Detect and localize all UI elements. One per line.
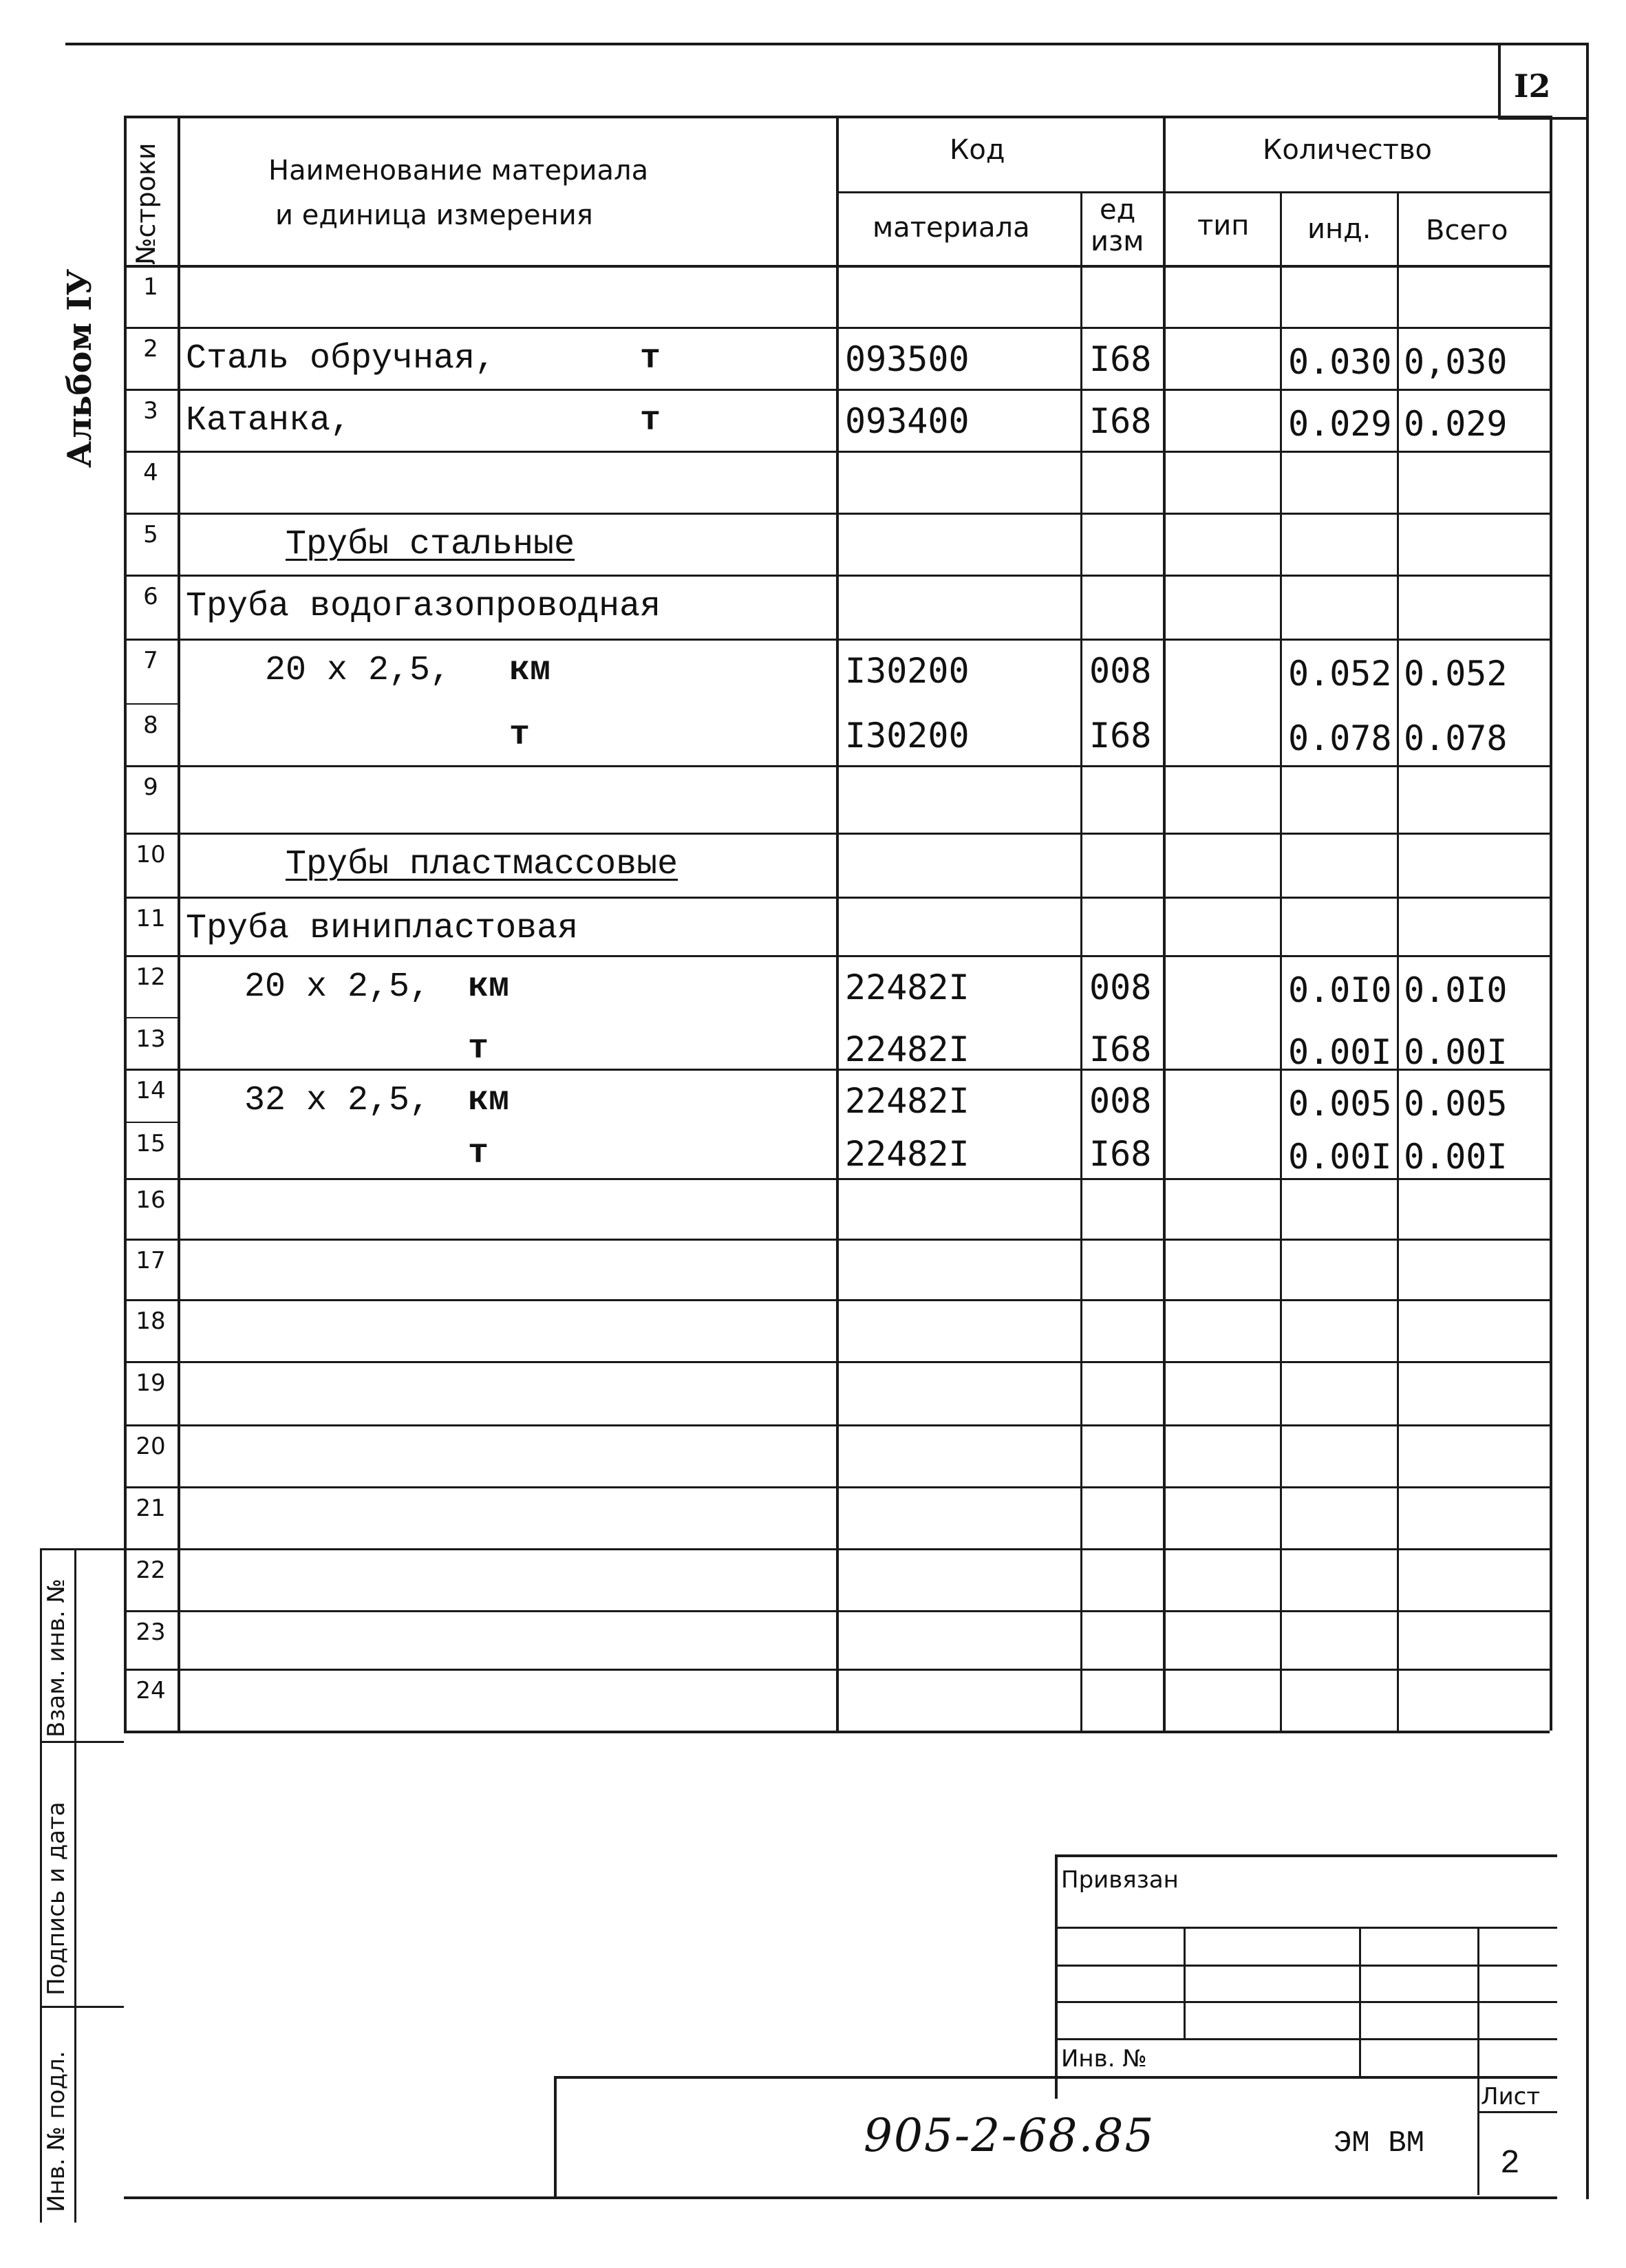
unit-code: I68 — [1089, 716, 1152, 756]
unit-code: 008 — [1089, 651, 1152, 691]
material-code: I30200 — [845, 716, 970, 756]
grid-line — [124, 1178, 1550, 1180]
grid-line — [124, 1239, 1550, 1241]
material-code: 093500 — [845, 339, 970, 379]
unit-of-measure: т — [509, 716, 531, 755]
unit-of-measure: т — [468, 1029, 489, 1069]
material-code: 093400 — [845, 401, 970, 441]
quantity-ind: 0.078 — [1288, 718, 1392, 758]
header-code: Код — [950, 134, 1005, 166]
quantity-ind: 0.052 — [1288, 654, 1392, 694]
grid-line — [124, 1017, 178, 1018]
material-name: Труба винипластовая — [186, 909, 579, 948]
row-number: 21 — [136, 1495, 166, 1522]
row-number: 5 — [143, 521, 158, 548]
row-number: 2 — [143, 335, 158, 363]
grid-line — [124, 1610, 1550, 1612]
grid-line — [124, 389, 1550, 391]
sheet-label: Лист — [1481, 2083, 1541, 2110]
unit-code: 008 — [1089, 1081, 1152, 1121]
title-inv-no: Инв. № — [1061, 2045, 1147, 2073]
row-number: 6 — [143, 583, 158, 610]
unit-of-measure: т — [640, 401, 661, 440]
unit-code: 008 — [1089, 967, 1152, 1007]
row-number: 19 — [136, 1369, 166, 1397]
quantity-total: 0.005 — [1404, 1084, 1508, 1124]
quantity-total: 0.00I — [1404, 1137, 1508, 1177]
unit-of-measure: км — [509, 651, 551, 690]
row-number: 10 — [136, 841, 166, 868]
quantity-ind: 0.030 — [1288, 342, 1392, 382]
material-code: 22482I — [845, 967, 970, 1007]
material-name: Трубы пластмассовые — [286, 845, 678, 884]
unit-of-measure: т — [468, 1134, 489, 1173]
grid-line — [124, 955, 1550, 957]
quantity-ind: 0.0I0 — [1288, 970, 1392, 1010]
grid-line — [124, 451, 1550, 453]
header-name-line2: и единица измерения — [275, 200, 593, 231]
material-code: I30200 — [845, 651, 970, 691]
document-mark: ЭМ ВМ — [1334, 2126, 1425, 2161]
grid-line — [124, 513, 1550, 515]
quantity-total: 0.029 — [1404, 404, 1508, 444]
header-unit-line2: изм — [1091, 226, 1144, 257]
grid-line — [124, 1299, 1550, 1301]
stamp-inv-podl: Инв. № подл. — [43, 2051, 70, 2212]
grid-line — [124, 639, 1550, 641]
grid-line — [124, 1669, 1550, 1671]
row-number: 4 — [143, 459, 158, 486]
unit-code: I68 — [1089, 1134, 1152, 1174]
material-name: Катанка, — [186, 401, 352, 440]
unit-code: I68 — [1089, 401, 1152, 441]
grid-line — [124, 833, 1550, 835]
quantity-ind: 0.029 — [1288, 404, 1392, 444]
grid-line — [1550, 116, 1552, 1731]
grid-line — [1080, 191, 1082, 1731]
sheet-number-top: I2 — [1514, 67, 1551, 105]
row-number: 23 — [136, 1618, 166, 1646]
grid-line — [124, 1486, 1550, 1488]
row-number: 11 — [136, 905, 166, 932]
grid-line — [124, 897, 1550, 899]
row-number: 24 — [136, 1677, 166, 1704]
row-number: 17 — [136, 1247, 166, 1274]
quantity-total: 0.078 — [1404, 718, 1508, 758]
grid-line — [1397, 191, 1399, 1731]
row-number: 3 — [143, 397, 158, 425]
material-code: 22482I — [845, 1029, 970, 1069]
row-number: 14 — [136, 1077, 166, 1104]
material-name: Сталь обручная, — [186, 339, 496, 378]
grid-line — [124, 1122, 178, 1123]
album-label: Альбом IУ — [61, 268, 99, 468]
material-code: 22482I — [845, 1081, 970, 1121]
row-number: 15 — [136, 1130, 166, 1157]
row-number: 9 — [143, 773, 158, 801]
quantity-total: 0.0I0 — [1404, 970, 1508, 1010]
grid-line — [124, 1731, 1550, 1733]
material-name: Трубы стальные — [286, 525, 575, 564]
document-code: 905-2-68.85 — [864, 2109, 1155, 2162]
sheet-value: 2 — [1500, 2146, 1520, 2183]
row-number: 13 — [136, 1025, 166, 1053]
grid-line — [124, 1424, 1550, 1426]
grid-line — [124, 327, 1550, 329]
row-number: 8 — [143, 712, 158, 739]
quantity-total: 0.052 — [1404, 654, 1508, 694]
header-ind: инд. — [1307, 213, 1371, 245]
grid-line — [836, 191, 1550, 193]
quantity-ind: 0.00I — [1288, 1032, 1392, 1072]
row-number: 7 — [143, 647, 158, 674]
grid-line — [124, 575, 1550, 577]
material-name: 32 х 2,5, — [244, 1081, 431, 1120]
header-quantity: Количество — [1263, 134, 1433, 166]
quantity-ind: 0.005 — [1288, 1084, 1392, 1124]
grid-line — [124, 703, 178, 705]
row-number: 20 — [136, 1433, 166, 1460]
header-type: тип — [1197, 210, 1250, 242]
grid-line — [124, 765, 1550, 767]
header-row-no: №строки — [131, 142, 161, 265]
stamp-podpis-data: Подпись и дата — [43, 1801, 70, 1996]
unit-of-measure: км — [468, 967, 510, 1007]
stamp-vzam-inv: Взам. инв. № — [43, 1579, 70, 1737]
row-number: 1 — [143, 273, 158, 301]
grid-line — [1280, 191, 1282, 1731]
grid-line — [124, 1361, 1550, 1363]
material-code: 22482I — [845, 1134, 970, 1174]
header-name-line1: Наименование материала — [268, 155, 649, 186]
material-name: Труба водогазопроводная — [186, 587, 661, 626]
unit-of-measure: т — [640, 339, 661, 378]
title-privyazan: Привязан — [1061, 1866, 1179, 1894]
quantity-ind: 0.00I — [1288, 1137, 1392, 1177]
unit-of-measure: км — [468, 1081, 510, 1120]
row-number: 12 — [136, 963, 166, 991]
material-name: 20 х 2,5, — [265, 651, 451, 690]
header-material: материала — [873, 212, 1030, 244]
unit-code: I68 — [1089, 1029, 1152, 1069]
quantity-total: 0,030 — [1404, 342, 1508, 382]
material-name: 20 х 2,5, — [244, 967, 431, 1007]
unit-code: I68 — [1089, 339, 1152, 379]
row-number: 16 — [136, 1186, 166, 1214]
grid-line — [124, 1548, 1550, 1550]
row-number: 22 — [136, 1556, 166, 1584]
header-total: Всего — [1426, 215, 1508, 246]
row-number: 18 — [136, 1307, 166, 1335]
quantity-total: 0.00I — [1404, 1032, 1508, 1072]
header-unit-line1: ед — [1100, 194, 1136, 226]
